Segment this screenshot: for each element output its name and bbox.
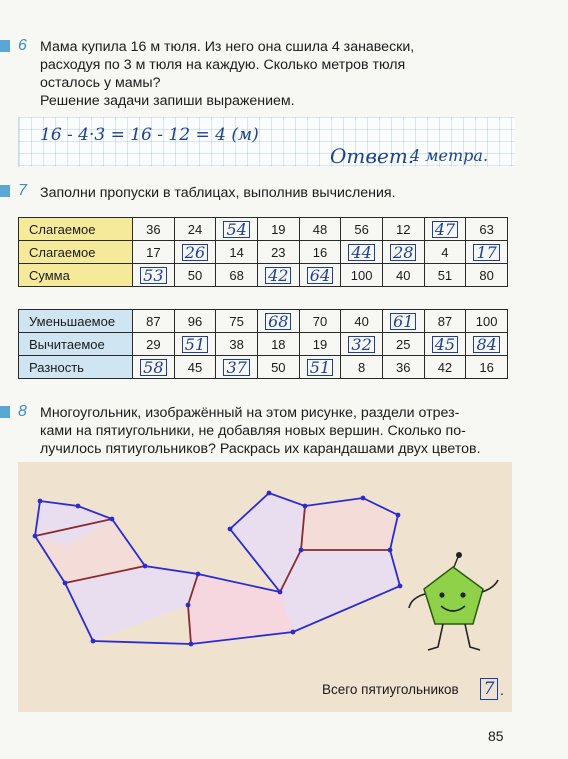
table-cell: 56 bbox=[341, 218, 383, 241]
filled-cell[interactable] bbox=[174, 333, 216, 356]
handwritten-value: 17 bbox=[473, 244, 499, 261]
handwritten-value: 51 bbox=[182, 336, 208, 353]
table-row bbox=[19, 310, 508, 333]
table-cell: 75 bbox=[216, 310, 258, 333]
table-cell: 8 bbox=[341, 356, 383, 379]
table-cell: 29 bbox=[133, 333, 175, 356]
handwritten-value: 51 bbox=[307, 359, 333, 376]
table-cell: 50 bbox=[257, 356, 299, 379]
answer-label: Ответ. bbox=[330, 144, 415, 168]
vertex-point bbox=[38, 499, 43, 504]
filled-cell[interactable] bbox=[466, 241, 508, 264]
pentagon-7 bbox=[280, 550, 400, 632]
table-cell: 42 bbox=[424, 356, 466, 379]
table-cell: 36 bbox=[382, 356, 424, 379]
filled-cell[interactable] bbox=[341, 241, 383, 264]
filled-cell[interactable] bbox=[133, 356, 175, 379]
task-8-text bbox=[40, 404, 508, 458]
filled-cell[interactable] bbox=[382, 241, 424, 264]
table-cell: 23 bbox=[257, 241, 299, 264]
filled-cell[interactable] bbox=[382, 310, 424, 333]
filled-cell[interactable] bbox=[299, 264, 341, 287]
row-label: Разность bbox=[19, 356, 133, 379]
filled-cell[interactable] bbox=[133, 264, 175, 287]
task-6-instruction: Решение задачи запиши выражением. bbox=[40, 93, 295, 109]
handwritten-value: 64 bbox=[307, 267, 333, 284]
total-pentagons-answer: 7 bbox=[480, 678, 498, 700]
table-row bbox=[19, 356, 508, 379]
vertex-point bbox=[186, 603, 191, 608]
filled-cell[interactable] bbox=[257, 264, 299, 287]
filled-cell[interactable] bbox=[424, 218, 466, 241]
table-cell: 100 bbox=[466, 310, 508, 333]
row-label: Уменьшаемое bbox=[19, 310, 133, 333]
vertex-point bbox=[228, 527, 233, 532]
table-cell: 80 bbox=[466, 264, 508, 287]
table-cell: 19 bbox=[257, 218, 299, 241]
trailing-period: . bbox=[500, 682, 504, 698]
table-cell: 96 bbox=[174, 310, 216, 333]
vertex-point bbox=[278, 590, 283, 595]
vertex-point bbox=[143, 564, 148, 569]
table-cell: 17 bbox=[133, 241, 175, 264]
table-cell: 48 bbox=[299, 218, 341, 241]
vertex-point bbox=[299, 548, 304, 553]
handwritten-value: 54 bbox=[223, 221, 249, 238]
task-6-line-2: расходуя по 3 м тюля на каждую. Сколько метров тюля bbox=[40, 57, 406, 73]
table-row bbox=[19, 264, 508, 287]
task-8-line-1: Многоугольник, изображённый на этом рисунке, раздели отрез- bbox=[40, 405, 460, 421]
task-6-marker bbox=[0, 40, 10, 52]
answer-value: 4 метра. bbox=[410, 146, 489, 165]
total-pentagons-label: Всего пятиугольников bbox=[322, 682, 459, 697]
task-6-line-1: Мама купила 16 м тюля. Из него она сшила 4 занавески, bbox=[40, 39, 415, 55]
subtraction-table bbox=[18, 309, 508, 379]
filled-cell[interactable] bbox=[174, 241, 216, 264]
table-cell: 70 bbox=[299, 310, 341, 333]
filled-cell[interactable] bbox=[341, 333, 383, 356]
handwritten-value: 53 bbox=[140, 267, 166, 284]
table-cell: 40 bbox=[382, 264, 424, 287]
vertex-point bbox=[63, 581, 68, 586]
task-8-marker bbox=[0, 406, 10, 418]
vertex-point bbox=[196, 572, 201, 577]
task-7-marker bbox=[0, 185, 10, 197]
vertex-point bbox=[267, 491, 272, 496]
table-cell: 4 bbox=[424, 241, 466, 264]
task-6-number: 6 bbox=[18, 37, 27, 54]
table-cell: 38 bbox=[216, 333, 258, 356]
handwritten-value: 26 bbox=[182, 244, 208, 261]
task-7-number: 7 bbox=[18, 182, 27, 199]
vertex-point bbox=[110, 517, 115, 522]
task-7-text: Заполни пропуски в таблицах, выполнив вычисления. bbox=[40, 185, 396, 201]
table-cell: 24 bbox=[174, 218, 216, 241]
handwritten-value: 45 bbox=[432, 336, 458, 353]
handwritten-value: 42 bbox=[265, 267, 291, 284]
filled-cell[interactable] bbox=[257, 310, 299, 333]
table-cell: 51 bbox=[424, 264, 466, 287]
filled-cell[interactable] bbox=[424, 333, 466, 356]
table-cell: 40 bbox=[341, 310, 383, 333]
table-cell: 16 bbox=[299, 241, 341, 264]
table-row bbox=[19, 333, 508, 356]
handwritten-value: 32 bbox=[348, 336, 374, 353]
vertex-point bbox=[33, 534, 38, 539]
filled-cell[interactable] bbox=[299, 356, 341, 379]
polygon-picture bbox=[18, 462, 512, 712]
task-8-line-3: лучилось пятиугольников? Раскрась их карандашами двух цветов. bbox=[40, 441, 481, 457]
row-label: Вычитаемое bbox=[19, 333, 133, 356]
vertex-point bbox=[303, 504, 308, 509]
vertex-point bbox=[398, 584, 403, 589]
handwritten-value: 44 bbox=[348, 244, 374, 261]
table-cell: 63 bbox=[466, 218, 508, 241]
handwritten-value: 61 bbox=[390, 313, 416, 330]
table-cell: 36 bbox=[133, 218, 175, 241]
filled-cell[interactable] bbox=[466, 333, 508, 356]
task-8-line-2: ками на пятиугольники, не добавляя новых вершин. Сколько по- bbox=[40, 423, 466, 439]
task-8-number: 8 bbox=[18, 403, 27, 420]
page-number: 85 bbox=[488, 728, 504, 744]
table-cell: 45 bbox=[174, 356, 216, 379]
vertex-point bbox=[396, 513, 401, 518]
row-label: Слагаемое bbox=[19, 218, 133, 241]
handwritten-value: 84 bbox=[473, 336, 499, 353]
handwritten-value: 58 bbox=[140, 359, 166, 376]
table-row bbox=[19, 218, 508, 241]
handwritten-value: 37 bbox=[223, 359, 249, 376]
vertex-point bbox=[91, 639, 96, 644]
table-cell: 12 bbox=[382, 218, 424, 241]
handwritten-value: 68 bbox=[265, 313, 291, 330]
filled-cell[interactable] bbox=[216, 218, 258, 241]
pentagon-character-icon bbox=[409, 552, 498, 650]
vertex-point bbox=[361, 496, 366, 501]
table-cell: 18 bbox=[257, 333, 299, 356]
vertex-point bbox=[291, 630, 296, 635]
solution-expression: 16 - 4·3 = 16 - 12 = 4 (м) bbox=[40, 125, 259, 145]
table-cell: 16 bbox=[466, 356, 508, 379]
table-cell: 87 bbox=[424, 310, 466, 333]
table-cell: 50 bbox=[174, 264, 216, 287]
table-cell: 25 bbox=[382, 333, 424, 356]
table-row bbox=[19, 241, 508, 264]
filled-cell[interactable] bbox=[216, 356, 258, 379]
row-label: Слагаемое bbox=[19, 241, 133, 264]
table-cell: 100 bbox=[341, 264, 383, 287]
table-cell: 68 bbox=[216, 264, 258, 287]
polygon-drawing bbox=[18, 462, 512, 712]
pentagon-6 bbox=[301, 498, 398, 550]
table-cell: 87 bbox=[133, 310, 175, 333]
row-label: Сумма bbox=[19, 264, 133, 287]
task-6-line-3: осталось у мамы? bbox=[40, 75, 161, 91]
table-cell: 19 bbox=[299, 333, 341, 356]
vertex-point bbox=[189, 642, 194, 647]
task-6-text bbox=[40, 38, 508, 110]
handwritten-value: 28 bbox=[390, 244, 416, 261]
handwritten-value: 47 bbox=[432, 221, 458, 238]
table-cell: 14 bbox=[216, 241, 258, 264]
vertex-point bbox=[388, 548, 393, 553]
vertex-point bbox=[76, 504, 81, 509]
addition-table bbox=[18, 217, 508, 287]
